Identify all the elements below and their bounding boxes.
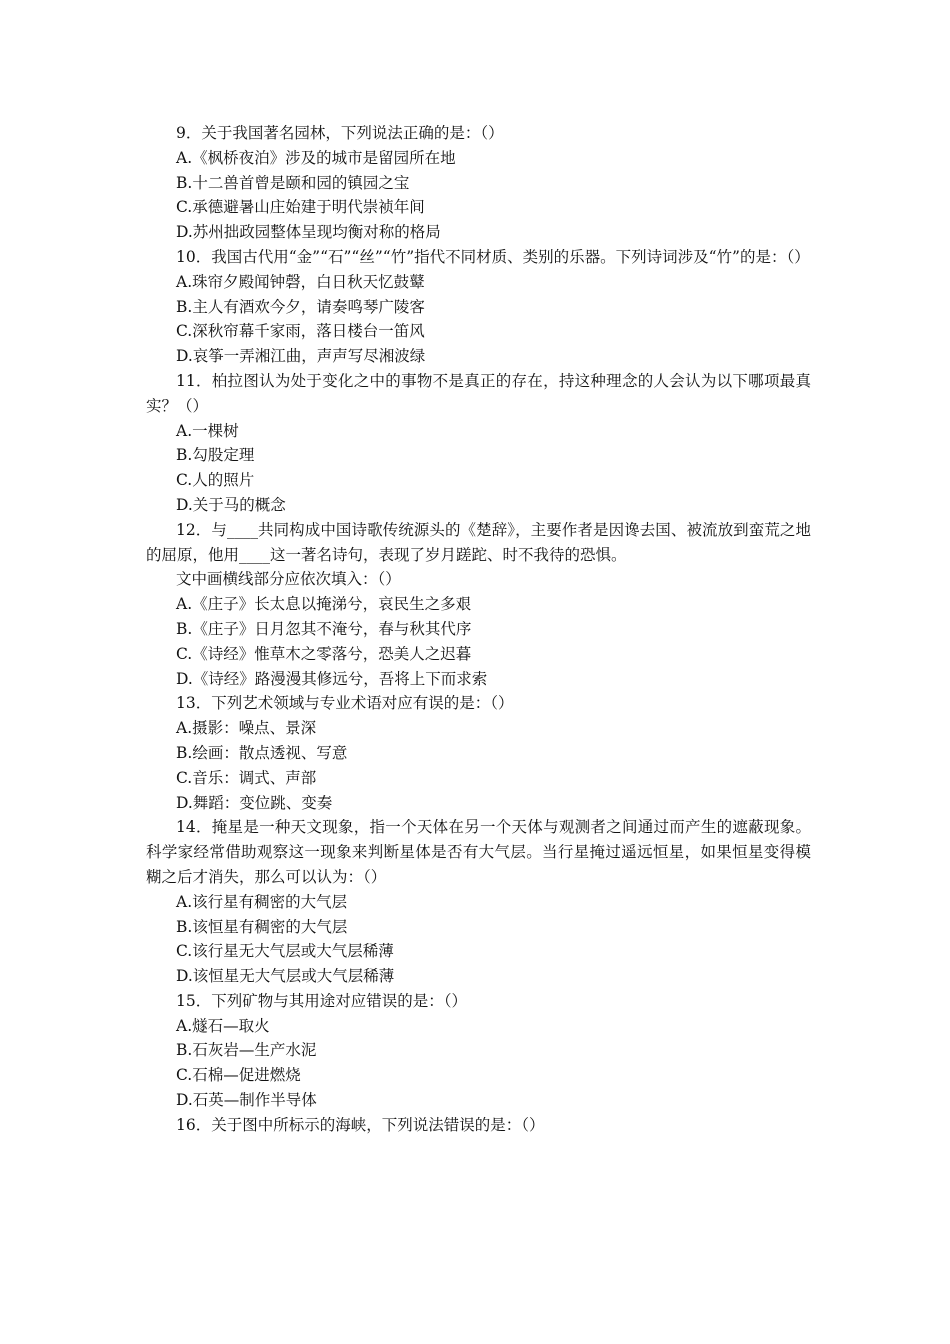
- question-10-option-b: B.主人有酒欢今夕，请奏鸣琴广陵客: [176, 297, 425, 316]
- question-11-stem: 11．柏拉图认为处于变化之中的事物不是真正的存在，持这种理念的人会认为以下哪项最真实？（）: [146, 371, 811, 415]
- question-13-option-b: B.绘画：散点透视、写意: [176, 743, 348, 762]
- question-15-stem: 15．下列矿物与其用途对应错误的是：（）: [176, 991, 467, 1010]
- question-15-option-d: D.石英—制作半导体: [176, 1091, 317, 1110]
- question-15-option-a: A.燧石—取火: [176, 1016, 270, 1035]
- question-12-option-c: C.《诗经》惟草木之零落兮，恐美人之迟暮: [176, 644, 472, 663]
- question-14-stem: 14．掩星是一种天文现象，指一个天体在另一个天体与观测者之间通过而产生的遮蔽现象。科学家经常借助观察这一现象来判断星体是否有大气层。当行星掩过遥远恒星，如果恒星变得模糊之后才消失，那么可以认为：（）: [146, 818, 811, 886]
- question-12-prompt: 文中画横线部分应依次填入：（）: [176, 570, 401, 589]
- question-9-stem: 9．关于我国著名园林，下列说法正确的是：（）: [176, 124, 504, 142]
- question-14-option-b: B.该恒星有稠密的大气层: [176, 917, 348, 936]
- question-15-option-b: B.石灰岩—生产水泥: [176, 1041, 317, 1060]
- question-13-stem: 13．下列艺术领域与专业术语对应有误的是：（）: [176, 694, 514, 713]
- question-10-stem: 10．我国古代用“金”“石”“丝”“竹”指代不同材质、类别的乐器。下列诗词涉及“竹”的是：（）: [176, 247, 810, 266]
- question-14-option-a: A.该行星有稠密的大气层: [176, 892, 348, 911]
- question-15-option-c: C.石棉—促进燃烧: [176, 1066, 301, 1085]
- question-12-option-d: D.《诗经》路漫漫其修远兮，吾将上下而求索: [176, 669, 488, 688]
- question-11-option-b: B.勾股定理: [176, 446, 255, 465]
- question-9-option-a: A.《枫桥夜泊》涉及的城市是留园所在地: [176, 148, 456, 167]
- question-9-option-c: C.承德避暑山庄始建于明代崇祯年间: [176, 198, 425, 217]
- question-11-option-c: C.人的照片: [176, 471, 255, 490]
- question-13-option-a: A.摄影：噪点、景深: [176, 719, 317, 738]
- question-11-option-a: A.一棵树: [176, 421, 239, 440]
- question-14-option-c: C.该行星无大气层或大气层稀薄: [176, 942, 394, 961]
- question-13-option-c: C.音乐：调式、声部: [176, 768, 317, 787]
- question-10-option-c: C.深秋帘幕千家雨，落日楼台一笛风: [176, 322, 425, 341]
- question-12-option-b: B.《庄子》日月忽其不淹兮，春与秋其代序: [176, 619, 472, 638]
- question-12-stem: 12．与____共同构成中国诗歌传统源头的《楚辞》，主要作者是因谗去国、被流放到蛮荒之地的屈原，他用____这一著名诗句，表现了岁月蹉跎、时不我待的恐惧。: [146, 520, 811, 564]
- question-12-option-a: A.《庄子》长太息以掩涕兮，哀民生之多艰: [176, 595, 472, 614]
- question-11-option-d: D.关于马的概念: [176, 495, 286, 514]
- exam-page: [146, 121, 811, 1138]
- question-10-option-a: A.珠帘夕殿闻钟磬，白日秋天忆鼓鼙: [176, 272, 425, 291]
- question-9-option-b: B.十二兽首曾是颐和园的镇园之宝: [176, 173, 410, 192]
- question-9-option-d: D.苏州拙政园整体呈现均衡对称的格局: [176, 223, 441, 242]
- question-13-option-d: D.舞蹈：变位跳、变奏: [176, 793, 333, 812]
- question-10-option-d: D.哀筝一弄湘江曲，声声写尽湘波绿: [176, 347, 426, 366]
- question-16-stem: 16．关于图中所标示的海峡，下列说法错误的是：（）: [176, 1115, 545, 1134]
- question-14-option-d: D.该恒星无大气层或大气层稀薄: [176, 967, 395, 986]
